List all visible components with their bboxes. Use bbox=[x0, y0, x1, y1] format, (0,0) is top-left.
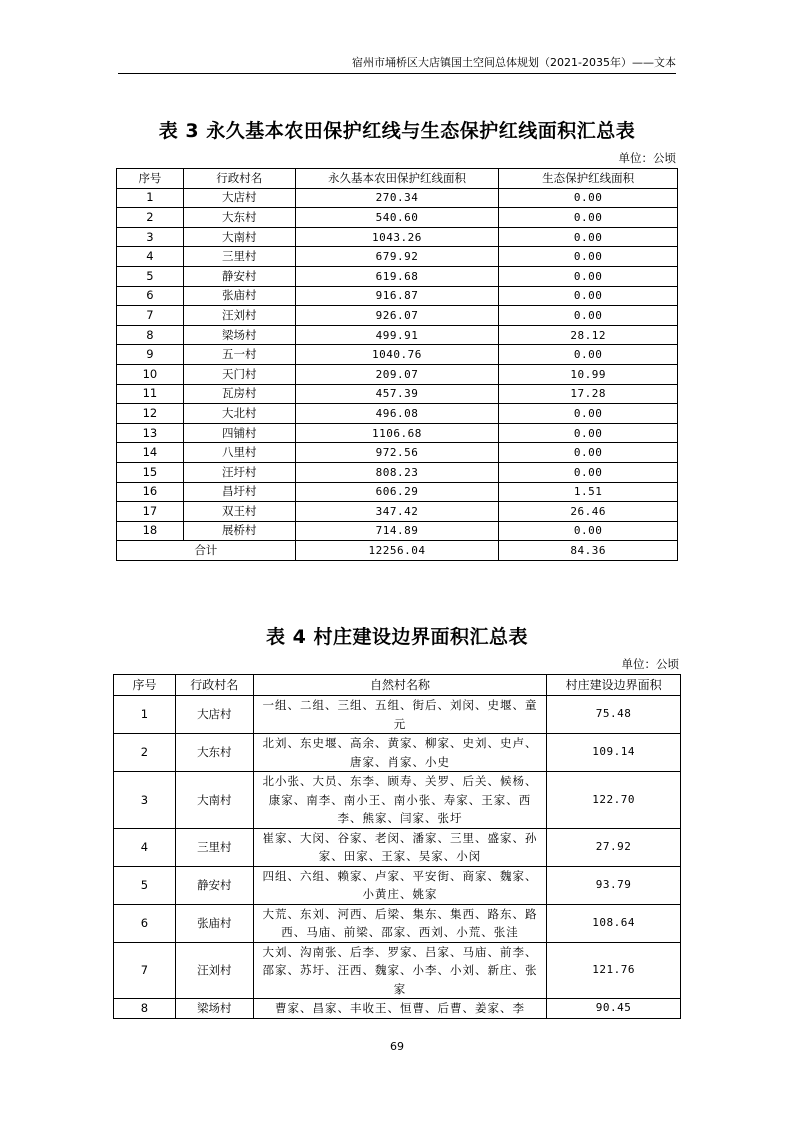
boundary-area: 109.14 bbox=[547, 734, 681, 772]
farmland-area: 714.89 bbox=[295, 521, 499, 541]
row-index: 12 bbox=[117, 404, 184, 424]
village-name: 汪刘村 bbox=[175, 942, 253, 999]
table-row bbox=[117, 502, 678, 522]
row-index: 2 bbox=[117, 208, 184, 228]
table-row bbox=[117, 482, 678, 502]
row-index: 9 bbox=[117, 345, 184, 365]
village-name: 汪刘村 bbox=[183, 306, 295, 326]
col-header-village: 行政村名 bbox=[183, 169, 295, 189]
boundary-area: 27.92 bbox=[547, 828, 681, 866]
ecology-area: 0.00 bbox=[499, 423, 678, 443]
ecology-area: 26.46 bbox=[499, 502, 678, 522]
row-index: 5 bbox=[114, 866, 176, 904]
ecology-area: 0.00 bbox=[499, 521, 678, 541]
village-name: 大南村 bbox=[175, 772, 253, 829]
table3-unit: 单位：公顷 bbox=[618, 151, 676, 165]
ecology-area: 0.00 bbox=[499, 443, 678, 463]
village-name: 静安村 bbox=[175, 866, 253, 904]
farmland-area: 1043.26 bbox=[295, 227, 499, 247]
village-name: 梁场村 bbox=[175, 999, 253, 1019]
table-row bbox=[117, 462, 678, 482]
page-number: 69 bbox=[390, 1040, 404, 1053]
ecology-area: 0.00 bbox=[499, 247, 678, 267]
farmland-area: 1106.68 bbox=[295, 423, 499, 443]
village-name: 八里村 bbox=[183, 443, 295, 463]
village-name: 大东村 bbox=[175, 734, 253, 772]
farmland-area: 499.91 bbox=[295, 325, 499, 345]
village-name: 五一村 bbox=[183, 345, 295, 365]
table-row bbox=[114, 904, 681, 942]
table-row bbox=[117, 227, 678, 247]
row-index: 4 bbox=[114, 828, 176, 866]
ecology-area: 0.00 bbox=[499, 306, 678, 326]
village-name: 大店村 bbox=[183, 188, 295, 208]
natural-village-list: 四组、六组、赖家、卢家、平安街、商家、魏家、小黄庄、姚家 bbox=[253, 866, 546, 904]
row-index: 16 bbox=[117, 482, 184, 502]
row-index: 4 bbox=[117, 247, 184, 267]
village-name: 大南村 bbox=[183, 227, 295, 247]
row-index: 18 bbox=[117, 521, 184, 541]
row-index: 14 bbox=[117, 443, 184, 463]
ecology-area: 17.28 bbox=[499, 384, 678, 404]
row-index: 1 bbox=[114, 696, 176, 734]
col-header-village: 行政村名 bbox=[175, 675, 253, 696]
row-index: 3 bbox=[117, 227, 184, 247]
farmland-area: 606.29 bbox=[295, 482, 499, 502]
table-row bbox=[114, 866, 681, 904]
farmland-area: 1040.76 bbox=[295, 345, 499, 365]
farmland-area: 916.87 bbox=[295, 286, 499, 306]
total-label: 合计 bbox=[117, 541, 296, 561]
village-name: 三里村 bbox=[175, 828, 253, 866]
running-header: 宿州市埇桥区大店镇国土空间总体规划（2021-2035年）——文本 bbox=[118, 56, 676, 74]
farmland-ecology-table bbox=[116, 168, 678, 561]
table-row bbox=[117, 306, 678, 326]
farmland-area: 496.08 bbox=[295, 404, 499, 424]
village-name: 汪圩村 bbox=[183, 462, 295, 482]
farmland-area: 347.42 bbox=[295, 502, 499, 522]
table-row bbox=[114, 734, 681, 772]
ecology-area: 0.00 bbox=[499, 345, 678, 365]
natural-village-list: 大荒、东刘、河西、后梁、集东、集西、路东、路西、马庙、前梁、邵家、西刘、小荒、张洼 bbox=[253, 904, 546, 942]
col-header-index: 序号 bbox=[117, 169, 184, 189]
table-row bbox=[114, 942, 681, 999]
village-name: 天门村 bbox=[183, 364, 295, 384]
village-name: 静安村 bbox=[183, 266, 295, 286]
farmland-area: 808.23 bbox=[295, 462, 499, 482]
total-ecology: 84.36 bbox=[499, 541, 678, 561]
row-index: 17 bbox=[117, 502, 184, 522]
col-header-natural-villages: 自然村名称 bbox=[253, 675, 546, 696]
table-row bbox=[114, 828, 681, 866]
table-row bbox=[117, 423, 678, 443]
table3-title: 表 3 永久基本农田保护红线与生态保护红线面积汇总表 bbox=[158, 120, 636, 142]
farmland-area: 270.34 bbox=[295, 188, 499, 208]
farmland-area: 619.68 bbox=[295, 266, 499, 286]
col-header-index: 序号 bbox=[114, 675, 176, 696]
total-farmland: 12256.04 bbox=[295, 541, 499, 561]
ecology-area: 10.99 bbox=[499, 364, 678, 384]
table-row bbox=[117, 384, 678, 404]
village-name: 四铺村 bbox=[183, 423, 295, 443]
row-index: 13 bbox=[117, 423, 184, 443]
table-row bbox=[114, 999, 681, 1019]
village-name: 张庙村 bbox=[175, 904, 253, 942]
village-name: 梁场村 bbox=[183, 325, 295, 345]
natural-village-list: 大刘、沟南张、后李、罗家、吕家、马庙、前李、邵家、苏圩、汪西、魏家、小李、小刘、新庄、张家 bbox=[253, 942, 546, 999]
table-row bbox=[117, 364, 678, 384]
table-row bbox=[117, 345, 678, 365]
table-row bbox=[114, 772, 681, 829]
row-index: 7 bbox=[114, 942, 176, 999]
table-row bbox=[117, 325, 678, 345]
table-header-row bbox=[117, 169, 678, 189]
village-name: 三里村 bbox=[183, 247, 295, 267]
ecology-area: 1.51 bbox=[499, 482, 678, 502]
natural-village-list: 曹家、昌家、丰收王、恒曹、后曹、姜家、李 bbox=[253, 999, 546, 1019]
ecology-area: 0.00 bbox=[499, 266, 678, 286]
boundary-area: 75.48 bbox=[547, 696, 681, 734]
village-name: 张庙村 bbox=[183, 286, 295, 306]
village-name: 大东村 bbox=[183, 208, 295, 228]
ecology-area: 0.00 bbox=[499, 227, 678, 247]
village-name: 展桥村 bbox=[183, 521, 295, 541]
village-name: 昌圩村 bbox=[183, 482, 295, 502]
farmland-area: 972.56 bbox=[295, 443, 499, 463]
boundary-area: 93.79 bbox=[547, 866, 681, 904]
row-index: 2 bbox=[114, 734, 176, 772]
farmland-area: 540.60 bbox=[295, 208, 499, 228]
farmland-area: 926.07 bbox=[295, 306, 499, 326]
natural-village-list: 崔家、大闵、谷家、老闵、潘家、三里、盛家、孙家、田家、王家、吴家、小闵 bbox=[253, 828, 546, 866]
row-index: 10 bbox=[117, 364, 184, 384]
ecology-area: 0.00 bbox=[499, 462, 678, 482]
row-index: 11 bbox=[117, 384, 184, 404]
row-index: 1 bbox=[117, 188, 184, 208]
ecology-area: 0.00 bbox=[499, 208, 678, 228]
natural-village-list: 北小张、大员、东李、顾寿、关罗、后关、候杨、康家、南李、南小王、南小张、寿家、王家、西李、熊家、闫家、张圩 bbox=[253, 772, 546, 829]
row-index: 6 bbox=[117, 286, 184, 306]
table-total-row bbox=[117, 541, 678, 561]
row-index: 15 bbox=[117, 462, 184, 482]
natural-village-list: 北刘、东史堰、高余、黄家、柳家、史刘、史卢、唐家、肖家、小史 bbox=[253, 734, 546, 772]
table-row bbox=[117, 404, 678, 424]
table-row bbox=[114, 696, 681, 734]
farmland-area: 679.92 bbox=[295, 247, 499, 267]
row-index: 5 bbox=[117, 266, 184, 286]
farmland-area: 209.07 bbox=[295, 364, 499, 384]
village-name: 双王村 bbox=[183, 502, 295, 522]
ecology-area: 28.12 bbox=[499, 325, 678, 345]
col-header-farmland-area: 永久基本农田保护红线面积 bbox=[295, 169, 499, 189]
col-header-ecology-area: 生态保护红线面积 bbox=[499, 169, 678, 189]
row-index: 6 bbox=[114, 904, 176, 942]
table-row bbox=[117, 266, 678, 286]
boundary-area: 90.45 bbox=[547, 999, 681, 1019]
table-row bbox=[117, 521, 678, 541]
row-index: 8 bbox=[114, 999, 176, 1019]
ecology-area: 0.00 bbox=[499, 286, 678, 306]
boundary-area: 121.76 bbox=[547, 942, 681, 999]
table-row bbox=[117, 208, 678, 228]
boundary-area: 122.70 bbox=[547, 772, 681, 829]
village-name: 大店村 bbox=[175, 696, 253, 734]
boundary-area: 108.64 bbox=[547, 904, 681, 942]
col-header-boundary-area: 村庄建设边界面积 bbox=[547, 675, 681, 696]
village-name: 瓦房村 bbox=[183, 384, 295, 404]
row-index: 8 bbox=[117, 325, 184, 345]
village-name: 大北村 bbox=[183, 404, 295, 424]
farmland-area: 457.39 bbox=[295, 384, 499, 404]
natural-village-list: 一组、二组、三组、五组、街后、刘闵、史堰、童元 bbox=[253, 696, 546, 734]
table-header-row bbox=[114, 675, 681, 696]
table-row bbox=[117, 286, 678, 306]
table4-title: 表 4 村庄建设边界面积汇总表 bbox=[266, 626, 528, 648]
ecology-area: 0.00 bbox=[499, 404, 678, 424]
ecology-area: 0.00 bbox=[499, 188, 678, 208]
table-row bbox=[117, 247, 678, 267]
table-row bbox=[117, 443, 678, 463]
table4-unit: 单位：公顷 bbox=[621, 657, 679, 671]
village-boundary-table bbox=[113, 674, 681, 1019]
row-index: 3 bbox=[114, 772, 176, 829]
table-row bbox=[117, 188, 678, 208]
row-index: 7 bbox=[117, 306, 184, 326]
